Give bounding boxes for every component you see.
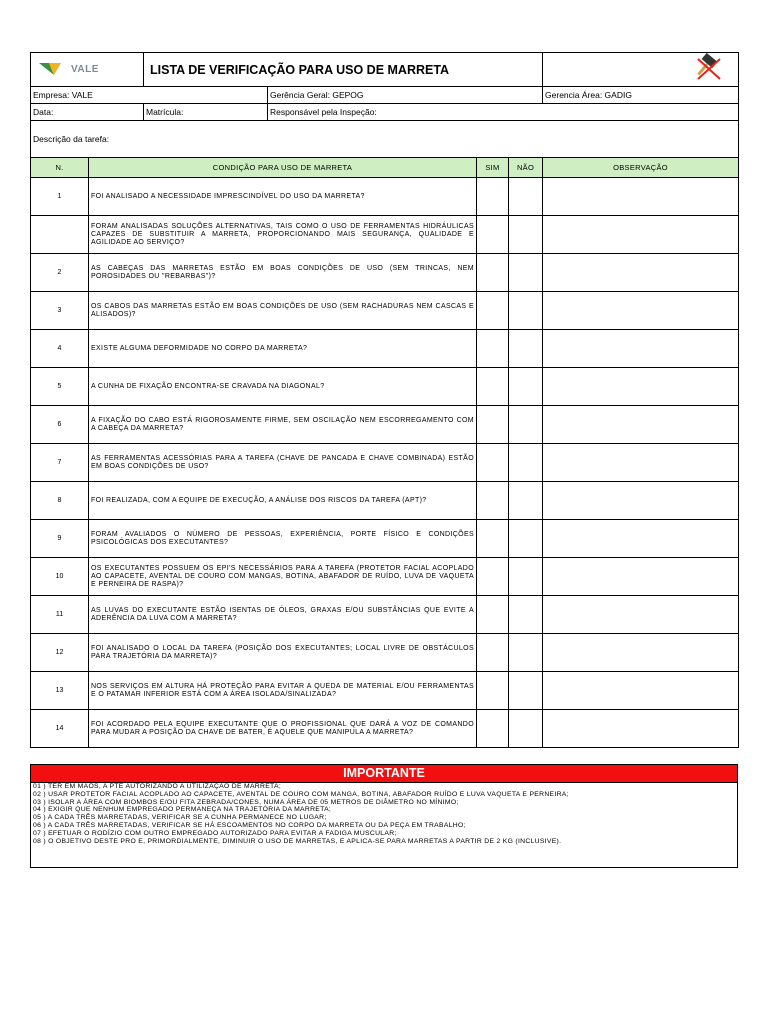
checklist-row bbox=[31, 482, 739, 520]
checklist-row bbox=[31, 216, 739, 254]
row-number: 1 bbox=[31, 178, 89, 216]
row-condition: OS EXECUTANTES POSSUEM OS EPI'S NECESSÁRIOS PARA A TAREFA (PROTETOR FACIAL ACOPLADO AO CAPACETE, AVENTAL DE COURO COM MANGAS, BOTINA, ABAFADOR DE RUÍDO, LUVA DE VAQUETA E PERNEIRA DE RASPA)? bbox=[89, 558, 477, 596]
logo-cell bbox=[31, 53, 144, 87]
logo-text: VALE bbox=[71, 64, 99, 75]
observacao-cell[interactable] bbox=[543, 444, 739, 482]
nao-checkbox-cell[interactable] bbox=[509, 558, 543, 596]
row-condition: A CUNHA DE FIXAÇÃO ENCONTRA-SE CRAVADA NA DIAGONAL? bbox=[89, 368, 477, 406]
checklist-rows bbox=[31, 178, 739, 748]
gerencia-area-field[interactable]: Gerencia Área: GADIG bbox=[543, 87, 739, 104]
sim-checkbox-cell[interactable] bbox=[477, 596, 509, 634]
row-number: 7 bbox=[31, 444, 89, 482]
col-observacao: OBSERVAÇÃO bbox=[543, 158, 739, 178]
importante-item: 03 ) ISOLAR A ÁREA COM BIOMBOS E/OU FITA ZEBRADA/CONES, NUMA ÁREA DE 05 METROS DE DIÂMETRO NO MÍNIMO; bbox=[33, 798, 459, 806]
checklist-row bbox=[31, 254, 739, 292]
row-number: 6 bbox=[31, 406, 89, 444]
nao-checkbox-cell[interactable] bbox=[509, 368, 543, 406]
checklist-row bbox=[31, 672, 739, 710]
checklist-row bbox=[31, 710, 739, 748]
sim-checkbox-cell[interactable] bbox=[477, 178, 509, 216]
column-header-row bbox=[31, 158, 739, 178]
row-condition: A FIXAÇÃO DO CABO ESTÁ RIGOROSAMENTE FIRME, SEM OSCILAÇÃO NEM ESCORREGAMENTO COM A CABEÇA DA MARRETA? bbox=[89, 406, 477, 444]
col-nao: NÃO bbox=[509, 158, 543, 178]
importante-item: 01 ) TER EM MÃOS, A PTE AUTORIZANDO A UTILIZAÇÃO DE MARRETA; bbox=[33, 783, 282, 790]
row-number: 10 bbox=[31, 558, 89, 596]
row-condition: FOI REALIZADA, COM A EQUIPE DE EXECUÇÃO, A ANÁLISE DOS RISCOS DA TAREFA (APT)? bbox=[89, 482, 477, 520]
row-number: 5 bbox=[31, 368, 89, 406]
row-condition: NOS SERVIÇOS EM ALTURA HÁ PROTEÇÃO PARA EVITAR A QUEDA DE MATERIAL E/OU FERRAMENTAS E O PATAMAR INFERIOR ESTÁ COM A ÁREA ISOLADA/SINALIZADA? bbox=[89, 672, 477, 710]
importante-title: IMPORTANTE bbox=[30, 764, 738, 783]
sim-checkbox-cell[interactable] bbox=[477, 406, 509, 444]
row-number: 14 bbox=[31, 710, 89, 748]
checklist-row bbox=[31, 558, 739, 596]
checklist-row bbox=[31, 368, 739, 406]
nao-checkbox-cell[interactable] bbox=[509, 672, 543, 710]
observacao-cell[interactable] bbox=[543, 710, 739, 748]
importante-item: 05 ) A CADA TRÊS MARRETADAS, VERIFICAR SE A CUNHA PERMANECE NO LUGAR; bbox=[33, 814, 327, 822]
hammer-icon bbox=[692, 53, 724, 81]
observacao-cell[interactable] bbox=[543, 482, 739, 520]
nao-checkbox-cell[interactable] bbox=[509, 596, 543, 634]
observacao-cell[interactable] bbox=[543, 178, 739, 216]
matricula-field[interactable]: Matrícula: bbox=[144, 104, 268, 121]
nao-checkbox-cell[interactable] bbox=[509, 330, 543, 368]
descricao-field[interactable]: Descrição da tarefa: bbox=[31, 121, 739, 158]
observacao-cell[interactable] bbox=[543, 596, 739, 634]
nao-checkbox-cell[interactable] bbox=[509, 482, 543, 520]
observacao-cell[interactable] bbox=[543, 330, 739, 368]
row-condition: EXISTE ALGUMA DEFORMIDADE NO CORPO DA MARRETA? bbox=[89, 330, 477, 368]
nao-checkbox-cell[interactable] bbox=[509, 444, 543, 482]
observacao-cell[interactable] bbox=[543, 292, 739, 330]
row-condition: FOI ACORDADO PELA EQUIPE EXECUTANTE QUE O PROFISSIONAL QUE DARÁ A VOZ DE COMANDO PARA MUDAR A POSIÇÃO DA CHAVE DE BATER, É AQUELE QUE MANIPULA A MARRETA? bbox=[89, 710, 477, 748]
observacao-cell[interactable] bbox=[543, 634, 739, 672]
page-title: LISTA DE VERIFICAÇÃO PARA USO DE MARRETA bbox=[144, 53, 543, 87]
checklist-row bbox=[31, 292, 739, 330]
data-field[interactable]: Data: bbox=[31, 104, 144, 121]
importante-item: 07 ) EFETUAR O RODÍZIO COM OUTRO EMPREGADO AUTORIZADO PARA EVITAR A FADIGA MUSCULAR; bbox=[33, 829, 397, 837]
row-number: 9 bbox=[31, 520, 89, 558]
row-number: 12 bbox=[31, 634, 89, 672]
row-condition: FORAM ANALISADAS SOLUÇÕES ALTERNATIVAS, TAIS COMO O USO DE FERRAMENTAS HIDRÁULICAS CAPAZES DE SUBSTITUIR A MARRETA, PROPORCIONANDO MAIS SEGURANÇA, QUALIDADE E AGILIDADE AO SERVIÇO? bbox=[89, 216, 477, 254]
nao-checkbox-cell[interactable] bbox=[509, 178, 543, 216]
observacao-cell[interactable] bbox=[543, 406, 739, 444]
nao-checkbox-cell[interactable] bbox=[509, 520, 543, 558]
observacao-cell[interactable] bbox=[543, 672, 739, 710]
importante-list bbox=[30, 782, 738, 868]
hammer-cell bbox=[543, 53, 739, 87]
observacao-cell[interactable] bbox=[543, 558, 739, 596]
checklist-row bbox=[31, 634, 739, 672]
row-condition: FORAM AVALIADOS O NÚMERO DE PESSOAS, EXPERIÊNCIA, PORTE FÍSICO E CONDIÇÕES PSICOLÓGICAS DOS EXECUTANTES? bbox=[89, 520, 477, 558]
sim-checkbox-cell[interactable] bbox=[477, 330, 509, 368]
importante-item: 02 ) USAR PROTETOR FACIAL ACOPLADO AO CAPACETE, AVENTAL DE COURO COM MANGA, BOTINA, ABAFADOR RUÍDO E LUVA VAQUETA E PERNEIRA; bbox=[33, 790, 569, 798]
empresa-field[interactable]: Empresa: VALE bbox=[31, 87, 268, 104]
row-condition: AS FERRAMENTAS ACESSÓRIAS PARA A TAREFA (CHAVE DE PANCADA E CHAVE COMBINADA) ESTÃO EM BOAS CONDIÇÕES DE USO? bbox=[89, 444, 477, 482]
sim-checkbox-cell[interactable] bbox=[477, 254, 509, 292]
checklist-row bbox=[31, 520, 739, 558]
row-number: 8 bbox=[31, 482, 89, 520]
row-condition: OS CABOS DAS MARRETAS ESTÃO EM BOAS CONDIÇÕES DE USO (SEM RACHADURAS NEM CASCAS E ALISADOS)? bbox=[89, 292, 477, 330]
sim-checkbox-cell[interactable] bbox=[477, 368, 509, 406]
checklist-row bbox=[31, 406, 739, 444]
vale-logo bbox=[33, 61, 141, 79]
checklist-sheet bbox=[30, 52, 738, 748]
col-n: N. bbox=[31, 158, 89, 178]
row-condition: AS LUVAS DO EXECUTANTE ESTÃO ISENTAS DE ÓLEOS, GRAXAS E/OU SUBSTÂNCIAS QUE EVITE A ADERÊNCIA DA LUVA COM A MARRETA? bbox=[89, 596, 477, 634]
importante-item: 06 ) A CADA TRÊS MARRETADAS, VERIFICAR SE HÁ ESCOAMENTOS NO CORPO DA MARRETA OU DA PEÇA EM TRABALHO; bbox=[33, 821, 466, 829]
row-number: 2 bbox=[31, 254, 89, 292]
nao-checkbox-cell[interactable] bbox=[509, 634, 543, 672]
sim-checkbox-cell[interactable] bbox=[477, 292, 509, 330]
sim-checkbox-cell[interactable] bbox=[477, 634, 509, 672]
observacao-cell[interactable] bbox=[543, 216, 739, 254]
row-number: 4 bbox=[31, 330, 89, 368]
sim-checkbox-cell[interactable] bbox=[477, 482, 509, 520]
sim-checkbox-cell[interactable] bbox=[477, 520, 509, 558]
nao-checkbox-cell[interactable] bbox=[509, 292, 543, 330]
nao-checkbox-cell[interactable] bbox=[509, 216, 543, 254]
checklist-row bbox=[31, 178, 739, 216]
observacao-cell[interactable] bbox=[543, 368, 739, 406]
row-condition: FOI ANALISADO A NECESSIDADE IMPRESCINDÍVEL DO USO DA MARRETA? bbox=[89, 178, 477, 216]
importante-item: 08 ) O OBJETIVO DESTE PRO E, PRIMORDIALMENTE, DIMINUIR O USO DE MARRETAS, E APLICA-SE PARA MARRETAS A PARTIR DE 2 KG (INCLUSIVE). bbox=[33, 837, 562, 845]
observacao-cell[interactable] bbox=[543, 254, 739, 292]
nao-checkbox-cell[interactable] bbox=[509, 710, 543, 748]
row-number: 13 bbox=[31, 672, 89, 710]
checklist-row bbox=[31, 444, 739, 482]
vale-logo-icon bbox=[39, 61, 67, 79]
nao-checkbox-cell[interactable] bbox=[509, 406, 543, 444]
nao-checkbox-cell[interactable] bbox=[509, 254, 543, 292]
sim-checkbox-cell[interactable] bbox=[477, 444, 509, 482]
responsavel-field[interactable]: Responsável pela Inspeção: bbox=[268, 104, 739, 121]
row-condition: FOI ANALISADO O LOCAL DA TAREFA (POSIÇÃO DOS EXECUTANTES; LOCAL LIVRE DE OBSTÁCULOS PARA TRAJETÓRIA DA MARRETA)? bbox=[89, 634, 477, 672]
checklist-row bbox=[31, 330, 739, 368]
sim-checkbox-cell[interactable] bbox=[477, 216, 509, 254]
row-number bbox=[31, 216, 89, 254]
checklist-table bbox=[30, 52, 739, 748]
sim-checkbox-cell[interactable] bbox=[477, 558, 509, 596]
col-sim: SIM bbox=[477, 158, 509, 178]
gerencia-geral-field[interactable]: Gerência Geral: GEPOG bbox=[268, 87, 543, 104]
row-number: 3 bbox=[31, 292, 89, 330]
importante-item: 04 ) EXIGIR QUE NENHUM EMPREGADO PERMANEÇA NA TRAJETÓRIA DA MARRETA; bbox=[33, 806, 332, 814]
sim-checkbox-cell[interactable] bbox=[477, 672, 509, 710]
row-number: 11 bbox=[31, 596, 89, 634]
sim-checkbox-cell[interactable] bbox=[477, 710, 509, 748]
checklist-row bbox=[31, 596, 739, 634]
col-condicao: CONDIÇÃO PARA USO DE MARRETA bbox=[89, 158, 477, 178]
row-condition: AS CABEÇAS DAS MARRETAS ESTÃO EM BOAS CONDIÇÕES DE USO (SEM TRINCAS, NEM POROSIDADES OU "REBARBAS")? bbox=[89, 254, 477, 292]
observacao-cell[interactable] bbox=[543, 520, 739, 558]
